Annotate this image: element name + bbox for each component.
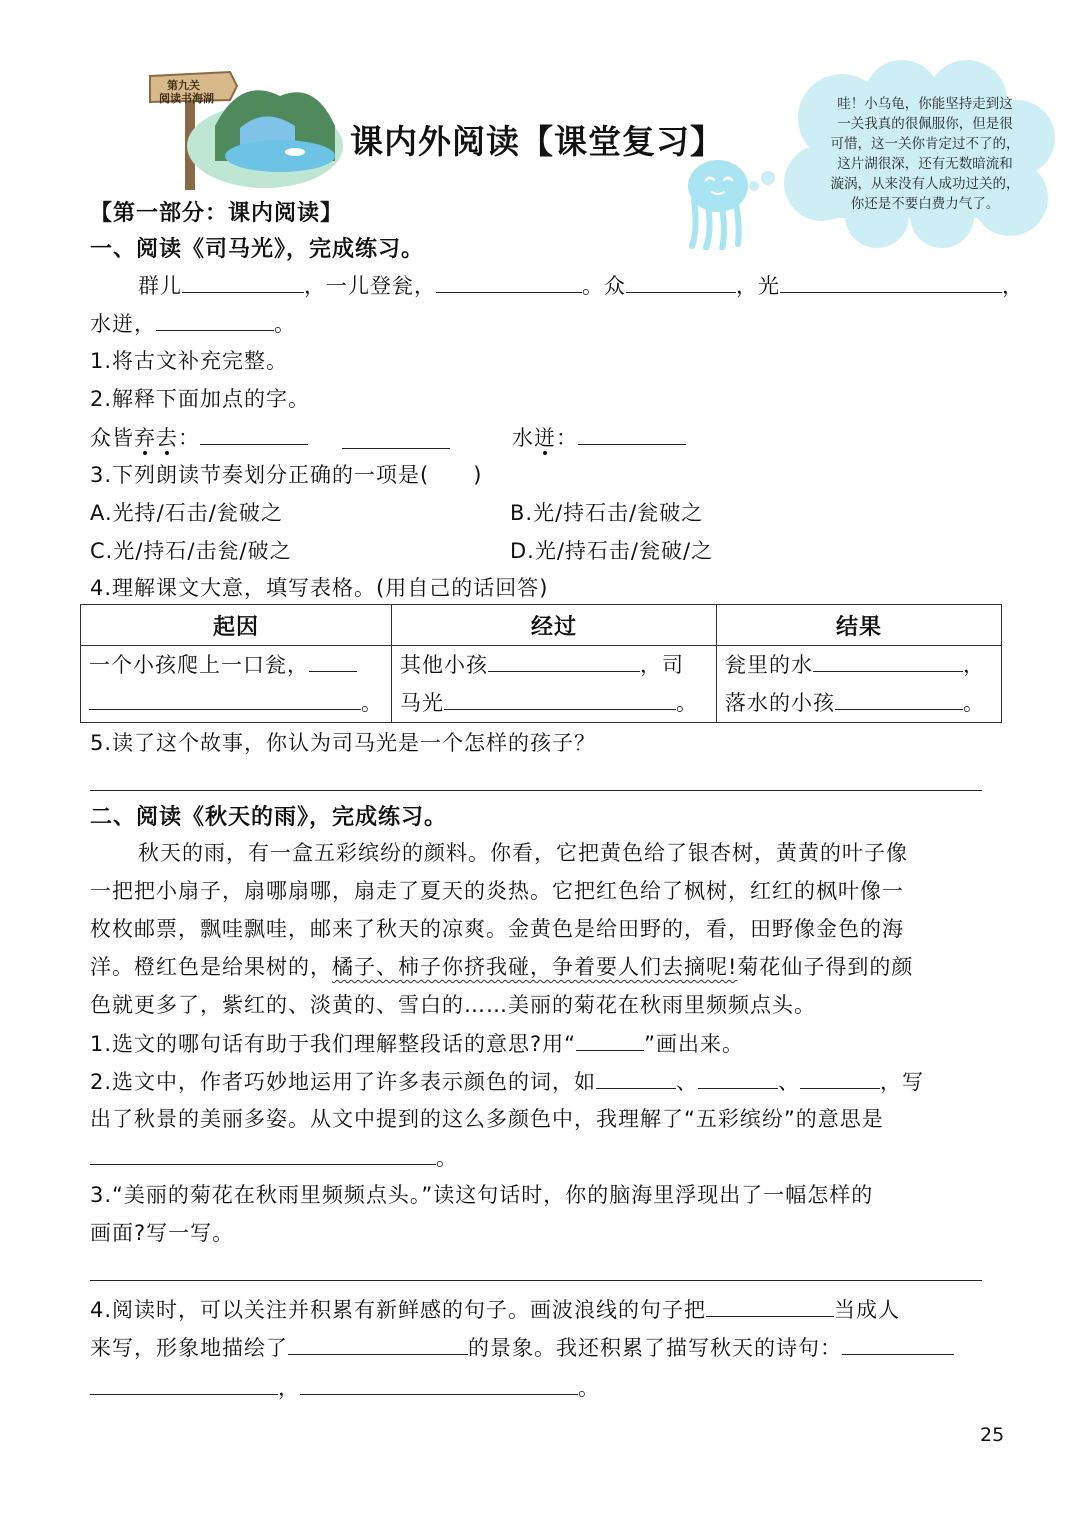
jellyfish-character-icon: [678, 150, 778, 250]
passage2-line-2: 一把把小扇子，扇哪扇哪，扇走了夏天的炎热。它把红色给了枫树，红红的枫叶像一: [90, 879, 904, 903]
answer-blank[interactable]: [698, 1066, 778, 1089]
answer-blank[interactable]: [200, 422, 308, 445]
answer-blank[interactable]: [90, 1142, 436, 1165]
question-1: 1.将古文补充完整。: [90, 349, 289, 373]
sign-text-line2: 阅读书海湖: [159, 92, 214, 105]
answer-blank[interactable]: [309, 649, 357, 672]
p2-question-3: 3.“美丽的菊花在秋雨里频频点头。”读这句话时，你的脑海里浮现出了一幅怎样的: [90, 1183, 874, 1207]
answer-blank[interactable]: [578, 422, 686, 445]
bubble-line-6: 你还是不要白费力气了。: [850, 196, 1000, 212]
answer-blank[interactable]: [436, 270, 582, 293]
question-2: 2.解释下面加点的字。: [90, 387, 311, 411]
p2-question-2-cont: 出了秋景的美丽多姿。从文中提到的这么多颜色中，我理解了“五彩缤纷”的意思是: [90, 1107, 884, 1131]
question-5: 5.读了这个故事，你认为司马光是一个怎样的孩子？: [90, 731, 597, 755]
answer-line[interactable]: [90, 790, 982, 791]
passage-line-2: 水迸， 。: [90, 308, 296, 339]
speech-bubble: [782, 58, 1060, 248]
answer-blank[interactable]: [813, 649, 963, 672]
dotted-char: 弃: [134, 426, 156, 450]
p2-question-2: 2.选文中，作者巧妙地运用了许多表示颜色的词，如 、 、 ，写: [90, 1066, 924, 1097]
passage-line-1: 群儿 ，一儿登瓮， 。众 ，光 ，: [138, 270, 1024, 301]
answer-blank[interactable]: [156, 308, 274, 331]
answer-blank[interactable]: [576, 1028, 644, 1051]
table-cell-result: 瓮里的水 ， 落水的小孩 。: [717, 646, 1002, 723]
answer-blank[interactable]: [90, 1372, 278, 1395]
question-3: 3.下列朗读节奏划分正确的一项是( ): [90, 463, 483, 487]
question-2-items: 众皆弃去：: [90, 422, 308, 453]
table-cell-cause: 一个小孩爬上一口瓮， 。: [81, 646, 392, 723]
bubble-line-3: 可惜，这一关你肯定过不了的，: [830, 136, 1020, 152]
option-a[interactable]: A.光持/石击/瓮破之: [90, 501, 283, 525]
answer-blank[interactable]: [342, 426, 450, 453]
answer-blank[interactable]: [835, 687, 963, 710]
dotted-char: 迸: [534, 426, 556, 450]
part1-heading: 【第一部分：课内阅读】: [90, 200, 344, 226]
bubble-line-4: 这片湖很深，还有无数暗流和: [837, 156, 1013, 172]
bubble-line-2: 一关我真的很佩服你，但是很: [837, 116, 1013, 132]
option-d[interactable]: D.光/持石击/瓮破/之: [510, 539, 714, 563]
answer-blank[interactable]: [488, 649, 640, 672]
p2-question-2-end: 。: [90, 1142, 458, 1173]
option-b[interactable]: B.光/持石击/瓮破之: [510, 501, 704, 525]
dotted-char: 去: [156, 426, 178, 450]
answer-blank[interactable]: [89, 687, 361, 710]
p2-question-4-end: ， 。: [90, 1372, 600, 1403]
level-sign-illustration: [145, 66, 345, 190]
answer-blank[interactable]: [706, 1294, 834, 1317]
answer-blank[interactable]: [842, 1332, 954, 1355]
passage2-line-1: 秋天的雨，有一盒五彩缤纷的颜料。你看，它把黄色给了银杏树，黄黄的叶子像: [138, 841, 908, 865]
answer-blank[interactable]: [288, 1332, 468, 1355]
wavy-underlined-sentence: 橘子、柿子你挤我碰，争着要人们去摘呢!: [332, 955, 738, 979]
p2-question-4-cont: 来写，形象地描绘了 的景象。我还积累了描写秋天的诗句：: [90, 1332, 954, 1363]
table-cell-process: 其他小孩 ，司 马光 。: [392, 646, 717, 723]
p2-question-4: 4.阅读时，可以关注并积累有新鲜感的句子。画波浪线的句子把 当成人: [90, 1294, 900, 1325]
p2-question-3-cont: 画面?写一写。: [90, 1221, 235, 1245]
answer-blank[interactable]: [300, 1372, 578, 1395]
question-4: 4.理解课文大意，填写表格。(用自己的话回答): [90, 576, 549, 600]
answer-blank[interactable]: [444, 687, 676, 710]
passage2-line-4: 洋。橙红色是给果树的，橘子、柿子你挤我碰，争着要人们去摘呢!菊花仙子得到的颜: [90, 955, 914, 979]
table-header: 结果: [717, 605, 1002, 646]
question-2-item-b: 水迸：: [512, 422, 686, 453]
answer-blank[interactable]: [800, 1066, 880, 1089]
answer-line[interactable]: [90, 1280, 982, 1281]
answer-blank[interactable]: [780, 270, 1002, 293]
answer-blank[interactable]: [596, 1066, 676, 1089]
option-c[interactable]: C.光/持石/击瓮/破之: [90, 539, 292, 563]
p2-question-1: 1.选文的哪句话有助于我们理解整段话的意思?用“ ”画出来。: [90, 1028, 744, 1059]
passage2-line-5: 色就更多了，紫红的、淡黄的、雪白的……美丽的菊花在秋雨里频频点头。: [90, 993, 816, 1017]
table-header: 经过: [392, 605, 717, 646]
bubble-line-1: 哇！小乌龟，你能坚持走到这: [837, 96, 1013, 112]
answer-blank[interactable]: [182, 270, 304, 293]
sign-text-line1: 第九关: [167, 79, 200, 92]
table-header: 起因: [81, 605, 392, 646]
page-number: 25: [980, 1424, 1005, 1446]
part2-section-title: 二、阅读《秋天的雨》，完成练习。: [90, 804, 448, 830]
page-title: 课内外阅读【课堂复习】: [350, 122, 724, 161]
part1-section-title: 一、阅读《司马光》，完成练习。: [90, 236, 425, 262]
answer-blank[interactable]: [626, 270, 736, 293]
bubble-line-5: 漩涡，从来没有人成功过关的，: [830, 176, 1020, 192]
story-table: [80, 604, 1002, 723]
passage2-line-3: 枚枚邮票，飘哇飘哇，邮来了秋天的凉爽。金黄色是给田野的，看，田野像金色的海: [90, 917, 904, 941]
